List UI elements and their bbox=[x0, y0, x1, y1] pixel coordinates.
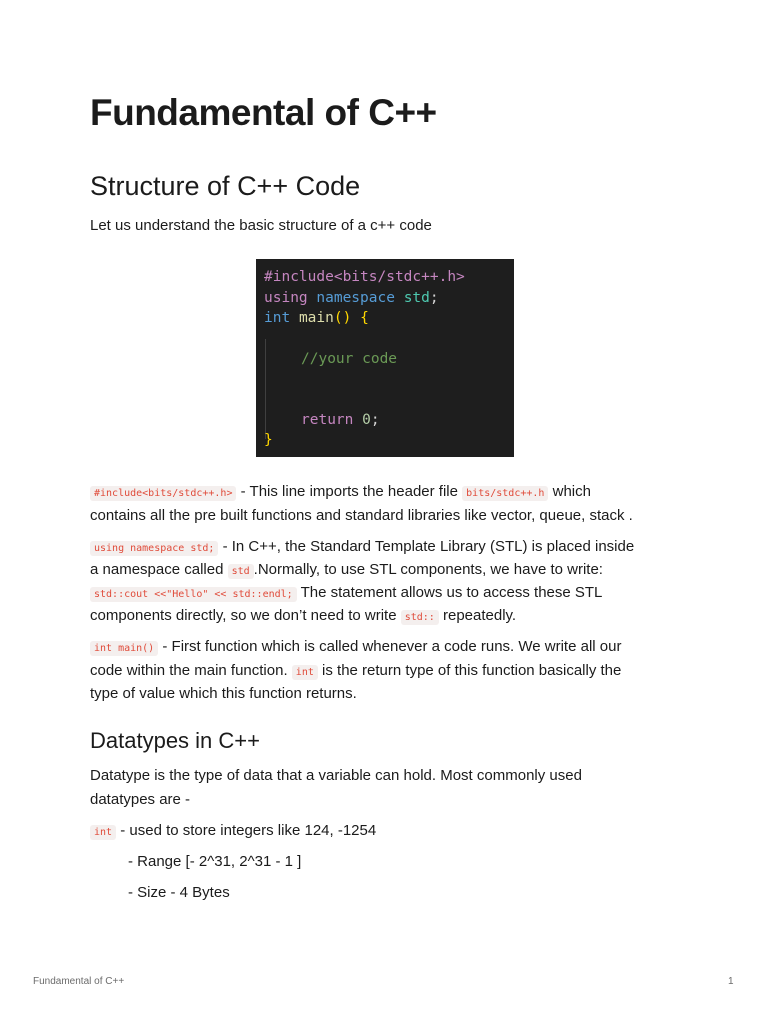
namespace-explanation-line1: using namespace std; - In C++, the Standard Template Library (STL) is placed inside bbox=[90, 535, 690, 560]
include-explanation-line2: contains all the pre built functions and standard libraries like vector, queue, stack . bbox=[90, 507, 633, 524]
footer-title: Fundamental of C++ bbox=[33, 976, 125, 987]
code-line-close: } bbox=[264, 432, 273, 448]
main-explanation-line3: type of value which this function returns. bbox=[90, 685, 357, 702]
int-size: - Size - 4 Bytes bbox=[128, 884, 230, 901]
code-line-main: int main() { bbox=[264, 310, 369, 326]
code-line-comment: //your code bbox=[301, 351, 398, 367]
section-heading-structure: Structure of C++ Code bbox=[90, 171, 361, 201]
page-number: 1 bbox=[728, 976, 734, 987]
include-explanation-line1: #include<bits/stdc++.h> - This line imports the header file bits/stdc++.h which bbox=[90, 480, 690, 505]
main-explanation-line2: code within the main function. int is the return type of this function basically the bbox=[90, 662, 622, 679]
namespace-explanation-line2: a namespace called std .Normally, to use STL components, we have to write: bbox=[90, 561, 603, 578]
code-screenshot bbox=[256, 259, 514, 457]
code-line-include: #include<bits/stdc++.h> bbox=[264, 269, 465, 285]
indent-guide bbox=[265, 339, 266, 439]
section-heading-datatypes: Datatypes in C++ bbox=[90, 728, 260, 753]
code-line-namespace: using namespace std; bbox=[264, 289, 439, 306]
datatypes-intro-line1: Datatype is the type of data that a variable can hold. Most commonly used bbox=[90, 767, 582, 784]
page-title: Fundamental of C++ bbox=[90, 92, 437, 133]
namespace-explanation-line3: std::cout <<"Hello" << std::endl; The statement allows us to access these STL bbox=[90, 581, 690, 606]
section-intro: Let us understand the basic structure of a c++ code bbox=[90, 217, 432, 234]
code-line-return: return 0; bbox=[301, 412, 380, 428]
int-range: - Range [- 2^31, 2^31 - 1 ] bbox=[128, 853, 302, 870]
datatypes-intro-line2: datatypes are - bbox=[90, 791, 191, 808]
main-explanation-line1: int main() - First function which is called whenever a code runs. We write all our bbox=[90, 635, 690, 660]
int-description: int - used to store integers like 124, -1254 bbox=[90, 819, 690, 844]
namespace-explanation-line4: components directly, so we don’t need to write std:: repeatedly. bbox=[90, 607, 517, 624]
